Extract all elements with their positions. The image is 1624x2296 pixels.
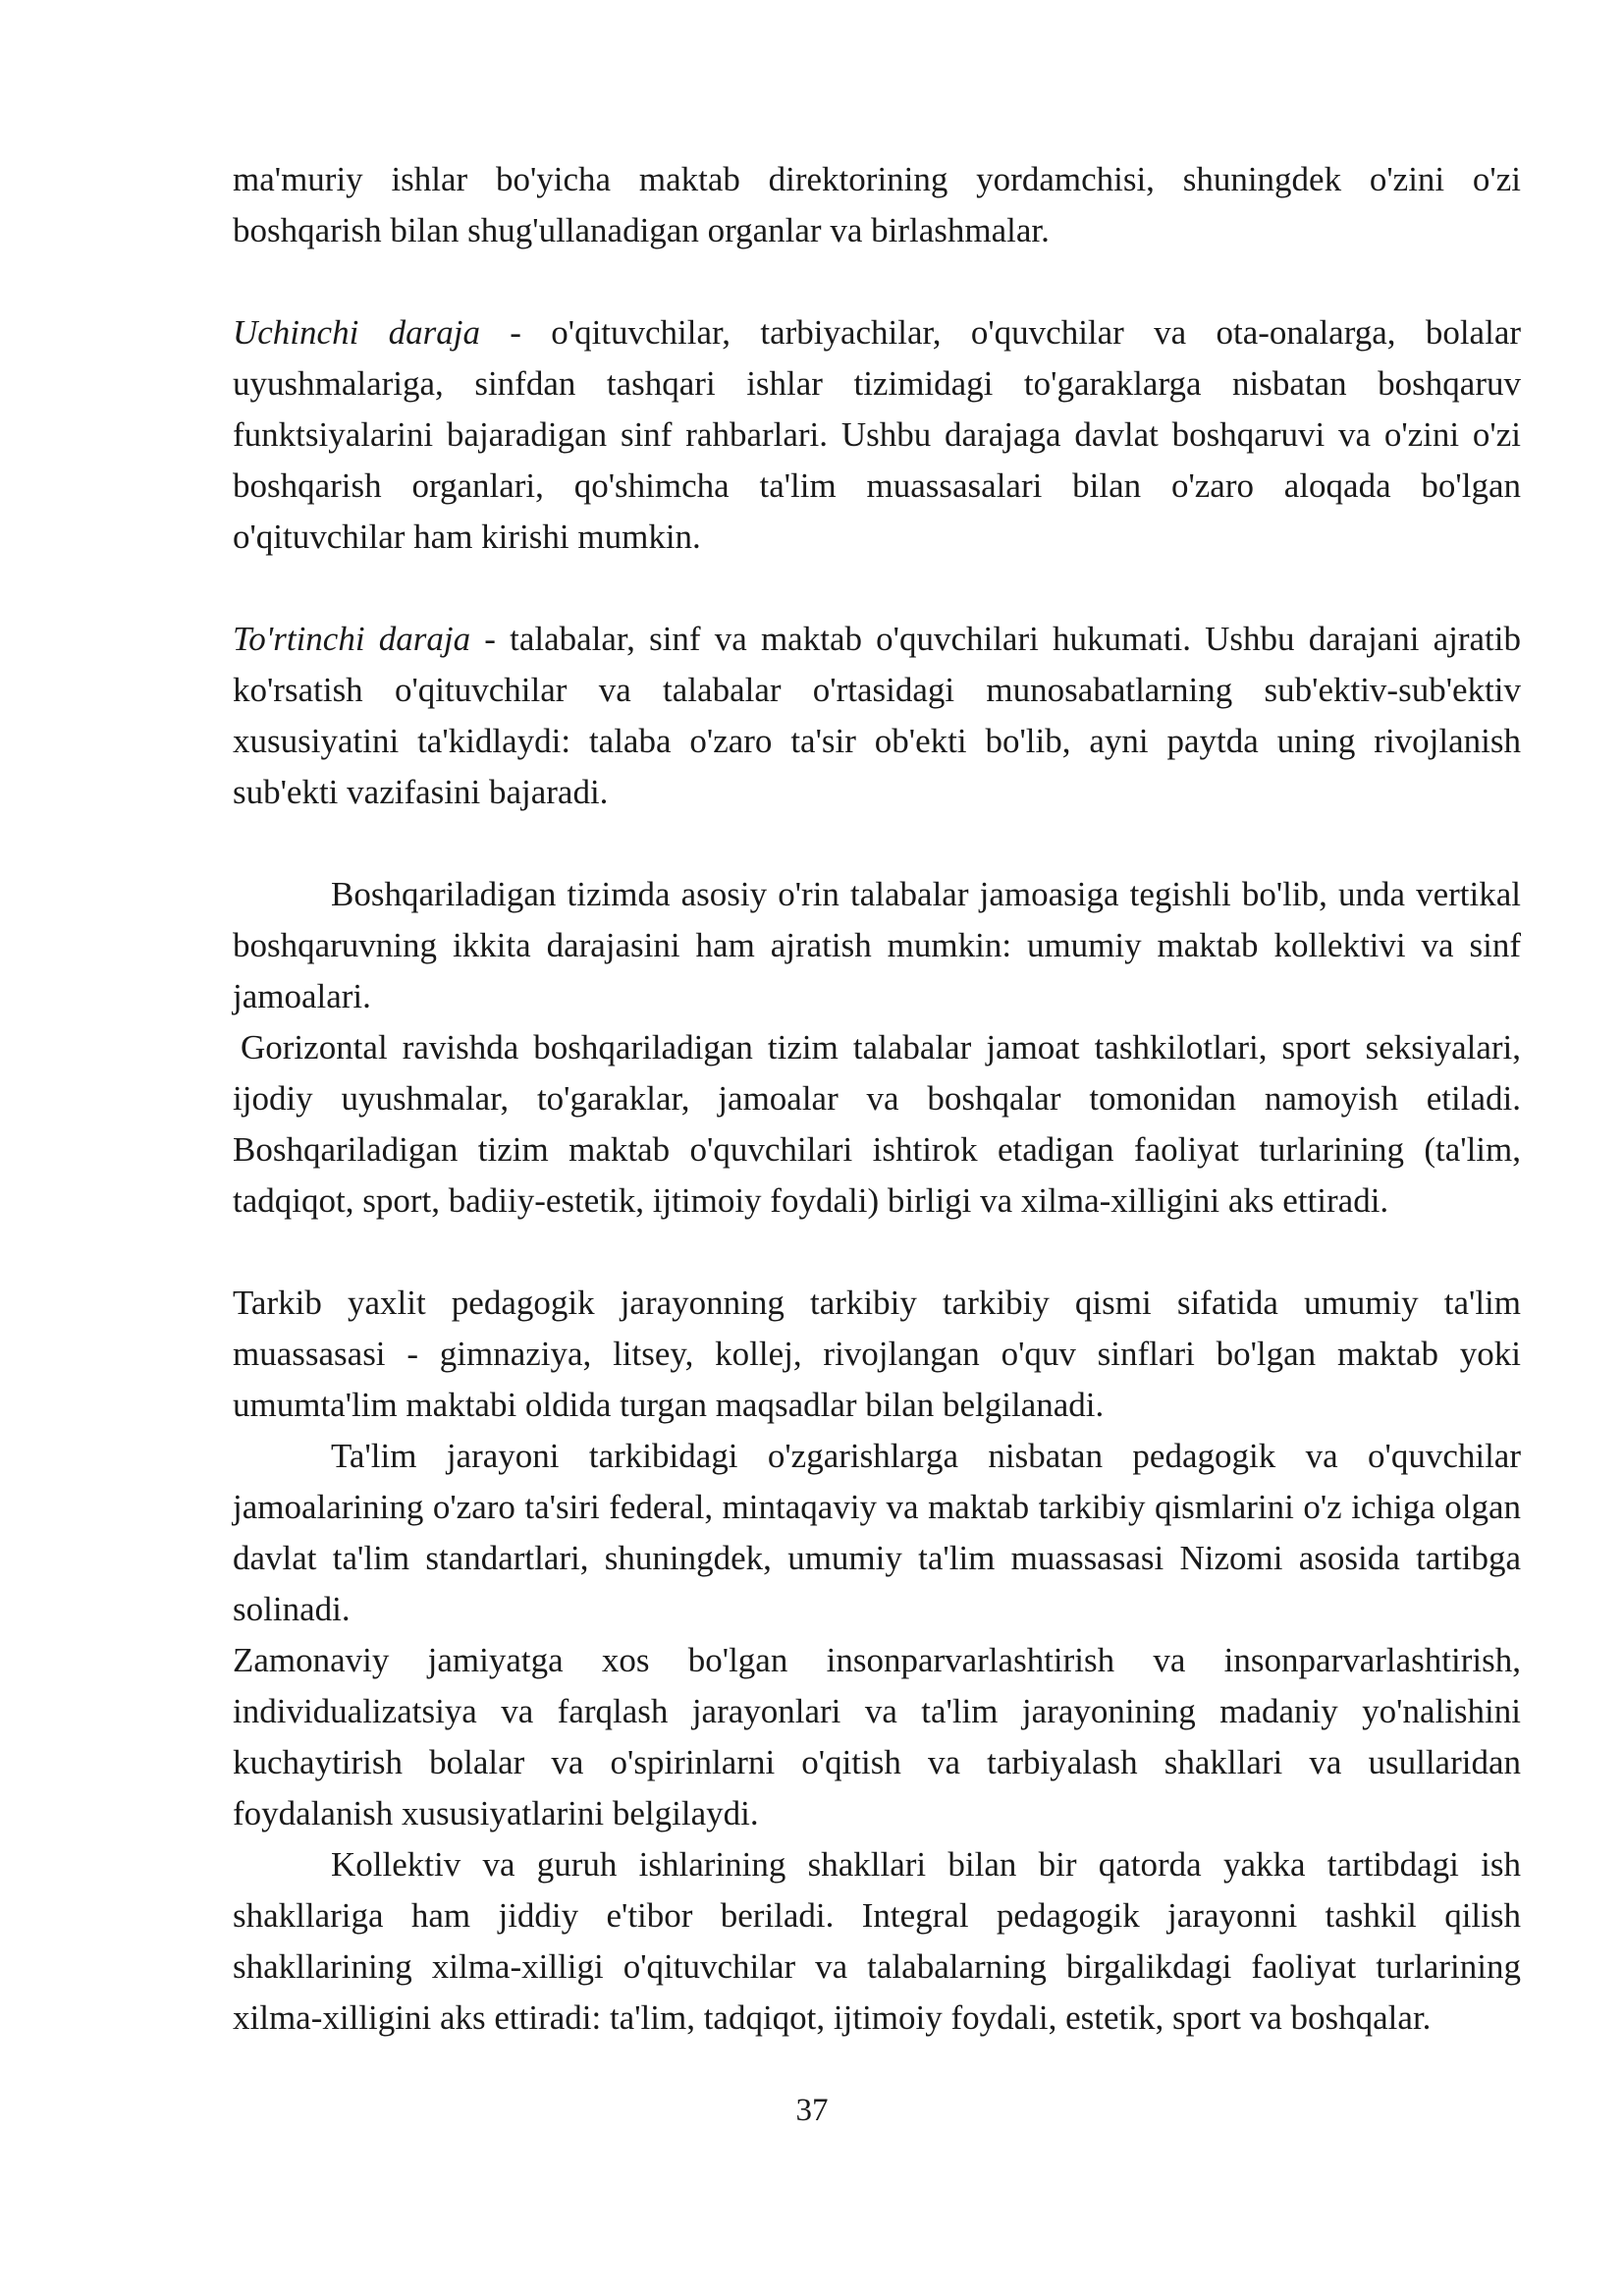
paragraph-6-text: Tarkib yaxlit pedagogik jarayonning tarkibiy tarkibiy qismi sifatida umumiy ta'lim muassasasi - gimnaziya, litsey, kollej, rivojlangan o'quv sinflari bo'lgan maktab yoki umumta'lim maktabi oldida turgan maqsadlar bilan belgilanadi.: [233, 1284, 1521, 1424]
paragraph-7: [233, 1431, 1521, 1635]
paragraph-6: [233, 1278, 1521, 1431]
paragraph-1-text: ma'muriy ishlar bo'yicha maktab direktorining yordamchisi, shuningdek o'zini o'zi boshqarish bilan shug'ullanadigan organlar va birlashmalar.: [233, 160, 1521, 249]
paragraph-fourth-level: [233, 614, 1521, 818]
page-number: 37: [795, 2093, 829, 2128]
paragraph-5: [233, 1022, 1521, 1227]
paragraph-third-level-text: - o'qituvchilar, tarbiyachilar, o'quvchilar va ota-onalarga, bolalar uyushmalariga, sinfdan tashqari ishlar tizimidagi to'garaklarga nisbatan boshqaruv funktsiyalarini bajaradigan sinf rahbarlari. Ushbu darajaga davlat boshqaruvi va o'zini o'zi boshqarish organlari, qo'shimcha ta'lim muassasalari bilan o'zaro aloqada bo'lgan o'qituvchilar ham kirishi mumkin.: [233, 313, 1522, 556]
paragraph-fourth-level-text: - talabalar, sinf va maktab o'quvchilari hukumati. Ushbu darajani ajratib ko'rsatish o'qituvchilar va talabalar o'rtasidagi munosabatlarning sub'ektiv-sub'ektiv xususiyatini ta'kidlaydi: talaba o'zaro ta'sir ob'ekti bo'lib, ayni paytda uning rivojlanish sub'ekti vazifasini bajaradi.: [233, 620, 1521, 811]
paragraph-third-level: [233, 307, 1521, 563]
paragraph-9-text: Kollektiv va guruh ishlarining shakllari bilan bir qatorda yakka tartibdagi ish shakllariga ham jiddiy e'tibor beriladi. Integral pedagogik jarayonni tashkil qilish shakllarining xilma-xilligi o'qituvchilar va talabalarning birgalikdagi faoliyat turlarining xilma-xilligini aks ettiradi: ta'lim, tadqiqot, ijtimoiy foydali, estetik, sport va boshqalar.: [233, 1845, 1521, 2037]
paragraph-4-text: Boshqariladigan tizimda asosiy o'rin talabalar jamoasiga tegishli bo'lib, unda vertikal boshqaruvning ikkita darajasini ham ajratish mumkin: umumiy maktab kollektivi va sinf jamoalari.: [233, 875, 1521, 1015]
paragraph-7-text: Ta'lim jarayoni tarkibidagi o'zgarishlarga nisbatan pedagogik va o'quvchilar jamoalarining o'zaro ta'siri federal, mintaqaviy va maktab tarkibiy qismlarini o'z ichiga olgan davlat ta'lim standartlari, shuningdek, umumiy ta'lim muassasasi Nizomi asosida tartibga solinadi.: [233, 1437, 1521, 1628]
paragraph-1: [233, 154, 1521, 256]
paragraph-5-text: Gorizontal ravishda boshqariladigan tizim talabalar jamoat tashkilotlari, sport seksiyalari, ijodiy uyushmalar, to'garaklar, jamoalar va boshqalar tomonidan namoyish etiladi. Boshqariladigan tizim maktab o'quvchilari ishtirok etadigan faoliyat turlarining (ta'lim, tadqiqot, sport, badiiy-estetik, ijtimoiy foydali) birligi va xilma-xilligini aks ettiradi.: [233, 1028, 1521, 1220]
term-fourth-level: To'rtinchi daraja: [233, 620, 471, 658]
paragraph-8-text: Zamonaviy jamiyatga xos bo'lgan insonparvarlashtirish va insonparvarlashtirish, individualizatsiya va farqlash jarayonlari va ta'lim jarayonining madaniy yo'nalishini kuchaytirish bolalar va o'spirinlarni o'qitish va tarbiyalash shakllari va usullaridan foydalanish xususiyatlarini belgilaydi.: [233, 1641, 1521, 1832]
paragraph-8: [233, 1635, 1521, 1839]
term-third-level: Uchinchi daraja: [233, 313, 480, 352]
paragraph-9: [233, 1839, 1521, 2044]
paragraph-4: [233, 869, 1521, 1022]
